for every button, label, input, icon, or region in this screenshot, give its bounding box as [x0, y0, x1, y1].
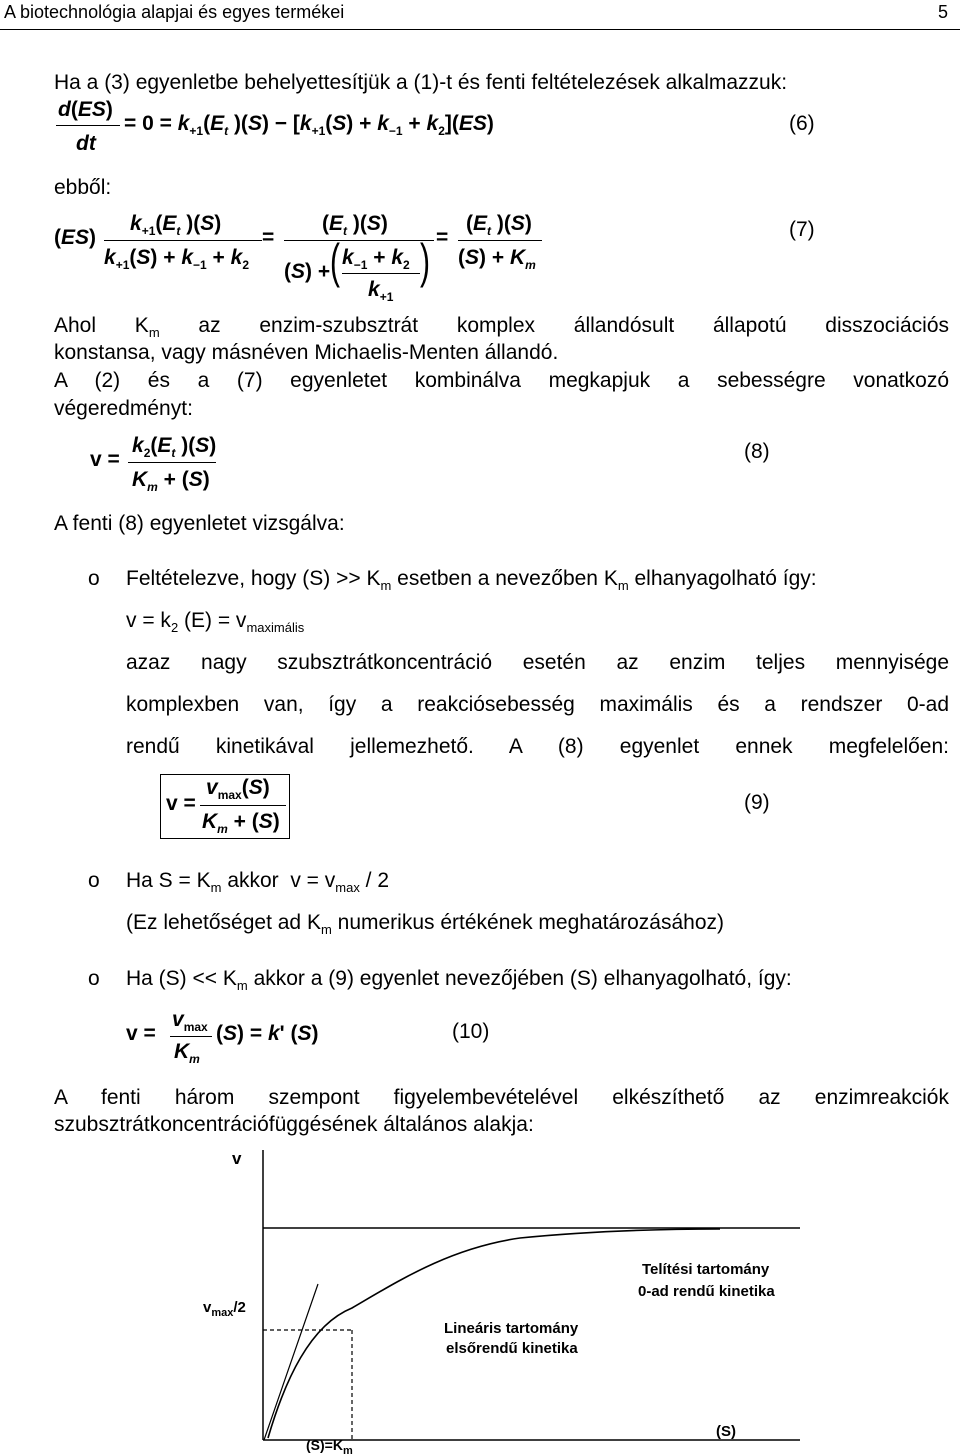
eq10-den: $K_m$: [174, 1040, 200, 1067]
y-axis-label: v: [232, 1149, 242, 1168]
eq7-equals-2: =: [436, 226, 449, 249]
eq6-number: (6): [789, 112, 815, 135]
eq7-number: (7): [789, 218, 815, 241]
eq10-lhs: v =: [126, 1022, 156, 1045]
eq8-lhs: v =: [90, 448, 120, 471]
eq9-num: $v_{max}(S)$: [206, 776, 270, 803]
intro-text: Ha a (3) egyenletbe behelyettesítjük a (1)-t és fenti feltételezések alkalmazzuk:: [54, 71, 788, 94]
bullet1-line3: azaz nagy szubsztrátkoncentráció esetén az enzim teljes mennyisége: [126, 651, 949, 674]
saturation-label-2: 0-ad rendű kinetika: [638, 1283, 775, 1300]
ebbol-text: ebből:: [54, 176, 112, 199]
para2-line1: A fenti három szempont figyelembevételével elkészíthető az enzimreakciók: [54, 1086, 949, 1109]
bullet-marker-3: o: [88, 967, 100, 990]
eq7-frac1-line: [104, 240, 262, 241]
eq6-lhs-numerator: d(ES): [58, 98, 113, 121]
eq7-frac2-den-a: (S) +: [284, 260, 331, 283]
eq7-inner-den: $k_{+1}$: [368, 278, 394, 305]
eq7-frac3-den: $(S) + K_m$: [458, 246, 536, 273]
eq7-frac3-line: [458, 240, 542, 241]
para1-line4: végeredményt:: [54, 397, 193, 420]
eq6-rhs: = $0 = k_{+1}(E_t$ )$(S) - [k_{+1}(S) + k_{-1} + k_2](ES)$: [124, 112, 494, 139]
eq7-inner-num: $k_{-1} + k_2$: [342, 246, 410, 273]
eq7-frac3-num: ($E_t$ )(S): [466, 212, 532, 239]
michaelis-menten-graph: [0, 1140, 960, 1454]
bullet-marker-2: o: [88, 869, 100, 892]
linear-label-1: Lineáris tartomány: [444, 1320, 579, 1337]
eq9-lhs: v =: [166, 792, 196, 815]
eq7-frac2-line: [284, 240, 434, 241]
x-axis-label: (S): [716, 1423, 736, 1440]
saturation-label-1: Telítési tartomány: [642, 1261, 770, 1278]
eq6-fraction-line: [56, 125, 120, 126]
page-header: [0, 0, 960, 30]
eq6-lhs-denominator: dt: [76, 132, 96, 155]
eq7-lhs: (ES): [54, 226, 97, 249]
eq8-den: $K_m + (S)$: [132, 468, 210, 495]
eq10-fraction-line: [170, 1036, 212, 1037]
eq10-number: (10): [452, 1020, 490, 1043]
vmax-half-label: $v_{max}/2$: [203, 1299, 246, 1319]
bullet1-line5: rendű kinetikával jellemezhető. A (8) egyenlet ennek megfelelően:: [126, 735, 949, 758]
eq9-den: $K_m + (S)$: [202, 810, 280, 837]
eq7-equals-1: =: [262, 226, 275, 249]
bullet1-line4: komplexben van, így a reakciósebesség maximális és a rendszer 0-ad: [126, 693, 949, 716]
eq7-frac1-num: $k_{+1}(E_t$ )(S): [130, 212, 222, 239]
linear-label-2: elsőrendű kinetika: [446, 1340, 578, 1357]
bullet1-line2: $v = k_2$ $(E) = v_{maximális}$: [126, 609, 305, 636]
bullet-marker-1: o: [88, 567, 100, 590]
eq10-num: $v_{max}$: [172, 1008, 208, 1035]
para1-line3: A (2) és a (7) egyenletet kombinálva megkapjuk a sebességre vonatkozó: [54, 369, 949, 392]
bullet1-line1: Feltételezve, hogy $(S) >> K_m$ esetben a nevezőben $K_m$ elhanyagolható így:: [126, 567, 817, 594]
bullet3-line1: Ha $(S) << K_m$ akkor a (9) egyenlet nevezőjében (S) elhanyagolható, így:: [126, 967, 792, 994]
eq8-fraction-line: [128, 462, 216, 463]
eq7-frac1-den: $k_{+1}(S) + k_{-1} + k_2$: [104, 246, 250, 273]
eq10-rhs: (S) = k' (S): [216, 1022, 319, 1045]
eq9-number: (9): [744, 791, 770, 814]
para1-line1: Ahol $K_m$ az enzim-szubsztrát komplex állandósult állapotú disszociációs: [54, 314, 950, 341]
eq8-num: $k_2(E_t$ )(S): [132, 434, 217, 461]
fenti8-text: A fenti (8) egyenletet vizsgálva:: [54, 512, 345, 535]
para1-line2: konstansa, vagy másnéven Michaelis-Menten állandó.: [54, 341, 559, 364]
bullet2-line1: Ha $S = K_m$ akkor $v = v_{max} / 2$: [126, 869, 390, 896]
eq7-inner-line: [342, 273, 420, 274]
km-label: $(S)=K_m$: [306, 1437, 353, 1454]
initial-tangent-line: [264, 1284, 318, 1440]
page-number: 5: [937, 2, 948, 22]
para2-line2: szubsztrátkoncentrációfüggésének általános alakja:: [54, 1113, 534, 1136]
eq8-number: (8): [744, 440, 770, 463]
bullet2-line2: (Ez lehetőséget ad $K_m$ numerikus értékének meghatározásához): [126, 911, 725, 938]
document-title: A biotechnológia alapjai és egyes termékei: [4, 2, 345, 22]
eq7-paren-right: ): [420, 235, 430, 289]
eq7-paren-left: (: [330, 235, 340, 289]
eq9-fraction-line: [200, 805, 286, 806]
eq7-frac2-num: ($E_t$ )(S): [322, 212, 388, 239]
